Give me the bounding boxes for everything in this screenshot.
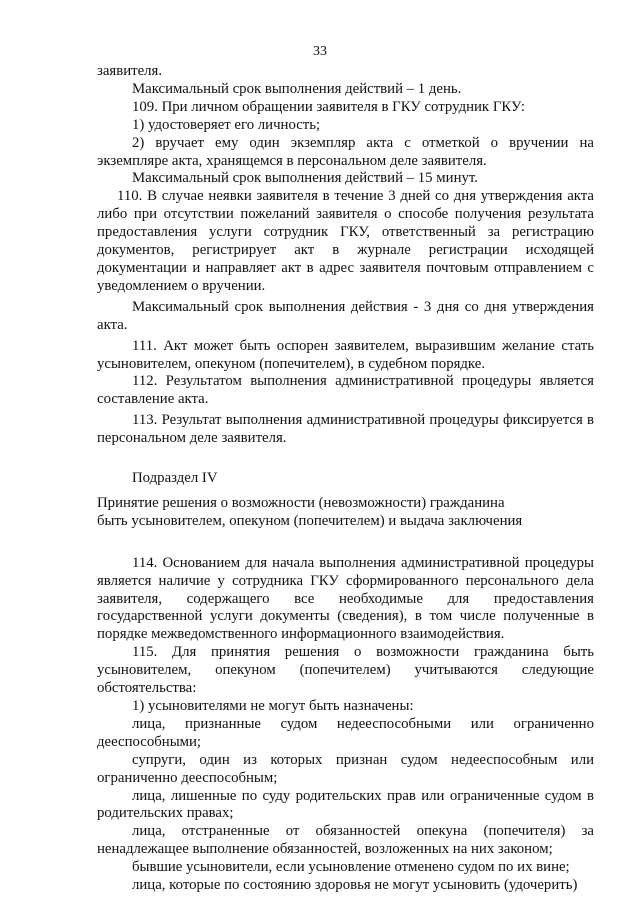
paragraph: Максимальный срок выполнения действий – 1 день. — [132, 80, 462, 97]
paragraph: Максимальный срок выполнения действия - 3 дня со дня утверждения акта. — [97, 298, 594, 333]
paragraph-115: 115. Для принятия решения о возможности гражданина быть усыновителем, опекуном (попечителем) учитываются следующие обстоятельства: — [97, 644, 594, 697]
page-number: 33 — [313, 44, 327, 59]
paragraph-111: 111. Акт может быть оспорен заявителем, выразившим желание стать усыновителем, опекуном (попечителем), в судебном порядке. — [97, 337, 594, 372]
list-item: бывшие усыновители, если усыновление отменено судом по их вине; — [132, 859, 570, 876]
subsection-title-line2: быть усыновителем, опекуном (попечителем) и выдача заключения — [97, 512, 523, 529]
list-item: супруги, один из которых признан судом недееспособным или ограниченно дееспособным; — [97, 751, 594, 786]
list-item: лица, которые по состоянию здоровья не могут усыновить (удочерить) — [132, 877, 578, 894]
subsection-title-line1: Принятие решения о возможности (невозможности) гражданина — [97, 494, 505, 511]
paragraph-continuation: заявителя. — [97, 63, 163, 79]
paragraph-113: 113. Результат выполнения административной процедуры фиксируется в персональном деле заявителя. — [97, 412, 594, 447]
paragraph-112: 112. Результатом выполнения административной процедуры является составление акта. — [97, 373, 594, 408]
paragraph-110: 110. В случае неявки заявителя в течение 3 дней со дня утверждения акта либо при отсутствии пожеланий заявителя о способе получения результата предоставления услуги сотрудник ГКУ, ответственный за регистрацию документов, регистрирует акт в журнале регистрации исходящей документации и направляет акт в адрес заявителя почтовым отправлением с уведомлением о вручении. — [97, 188, 594, 294]
list-item: лица, признанные судом недееспособными или ограниченно дееспособными; — [97, 715, 594, 750]
subsection-label: Подраздел IV — [132, 470, 218, 487]
subsection-heading — [97, 470, 594, 531]
paragraph-109: 109. При личном обращении заявителя в ГКУ сотрудник ГКУ: — [132, 98, 525, 115]
list-item: 1) усыновителями не могут быть назначены: — [132, 698, 414, 714]
list-item: лица, отстраненные от обязанностей опекуна (попечителя) за ненадлежащее выполнение обязанностей, возложенных на них законом; — [97, 823, 594, 858]
paragraph: 2) вручает ему один экземпляр акта с отметкой о вручении на экземпляре акта, хранящемся в персональном деле заявителя. — [97, 134, 594, 169]
paragraph-114: 114. Основанием для начала выполнения административной процедуры является наличие у сотрудника ГКУ сформированного персонального дела заявителя, содержащего все необходимые для предоставления государственной услуги документы (сведения), в том числе полученные в порядке межведомственного информационного взаимодействия. — [97, 554, 594, 643]
paragraph: Максимальный срок выполнения действий – 15 минут. — [132, 170, 478, 187]
paragraph: 1) удостоверяет его личность; — [132, 116, 321, 133]
document-body — [97, 63, 594, 895]
list-item: лица, лишенные по суду родительских прав или ограниченные судом в родительских правах; — [97, 787, 594, 822]
